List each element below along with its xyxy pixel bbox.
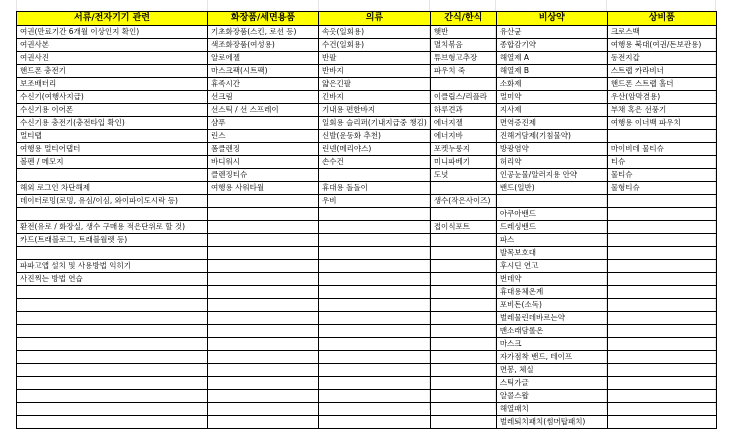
table-cell[interactable] bbox=[319, 299, 431, 312]
header-essentials[interactable]: 상비품 bbox=[607, 12, 716, 26]
table-cell[interactable] bbox=[430, 416, 496, 429]
table-cell[interactable]: 반팔 bbox=[319, 52, 431, 65]
table-cell[interactable]: 손수건 bbox=[319, 156, 431, 169]
table-cell[interactable]: 스틱가글 bbox=[496, 377, 607, 390]
table-cell[interactable] bbox=[319, 351, 431, 364]
table-cell[interactable]: 수신기용 이어폰 bbox=[17, 104, 208, 117]
table-cell[interactable]: 기내용 편한바지 bbox=[319, 104, 431, 117]
table-cell[interactable] bbox=[319, 403, 431, 416]
table-row bbox=[17, 39, 717, 52]
table-row bbox=[17, 65, 717, 78]
table-cell[interactable] bbox=[607, 286, 716, 299]
table-cell[interactable]: 소화제 bbox=[496, 78, 607, 91]
table-cell[interactable]: 멀티탭 bbox=[17, 130, 208, 143]
table-row bbox=[17, 403, 717, 416]
table-cell[interactable]: 핸드폰 스트랩 홀더 bbox=[607, 78, 716, 91]
table-cell[interactable] bbox=[17, 247, 208, 260]
table-cell[interactable] bbox=[607, 390, 716, 403]
table-cell[interactable]: 방광염약 bbox=[496, 143, 607, 156]
table-row bbox=[17, 195, 717, 208]
table-cell[interactable] bbox=[607, 130, 716, 143]
table-cell[interactable]: 일회용 슬리퍼(기내지급중 챙김) bbox=[319, 117, 431, 130]
table-row bbox=[17, 273, 717, 286]
table-cell[interactable]: 스트랩 카라비너 bbox=[607, 65, 716, 78]
table-cell[interactable]: 진해거담제(기침물약) bbox=[496, 130, 607, 143]
table-cell[interactable]: 보조배터리 bbox=[17, 78, 208, 91]
table-cell[interactable] bbox=[607, 403, 716, 416]
table-cell[interactable]: 부채 혹은 선풍기 bbox=[607, 104, 716, 117]
table-cell[interactable] bbox=[319, 273, 431, 286]
table-cell[interactable]: 크로스백 bbox=[607, 26, 716, 39]
table-cell[interactable]: 수건(일회용) bbox=[319, 39, 431, 52]
table-cell[interactable] bbox=[17, 325, 208, 338]
table-cell[interactable]: 해열패치 bbox=[496, 403, 607, 416]
table-cell[interactable] bbox=[430, 312, 496, 325]
header-clothing[interactable]: 의류 bbox=[319, 12, 431, 26]
table-cell[interactable]: 휴족시간 bbox=[208, 78, 319, 91]
table-cell[interactable]: 번데약 bbox=[496, 273, 607, 286]
table-row bbox=[17, 156, 717, 169]
table-cell[interactable] bbox=[430, 286, 496, 299]
table-cell[interactable]: 생수(작은사이즈) bbox=[430, 195, 496, 208]
table-cell[interactable]: 데이터로밍(로밍, 유심/이심, 와이파이도시락 등) bbox=[17, 195, 208, 208]
table-cell[interactable]: 알로에젤 bbox=[208, 52, 319, 65]
table-cell[interactable] bbox=[208, 234, 319, 247]
table-cell[interactable] bbox=[607, 234, 716, 247]
table-cell[interactable]: 후시딘 연고 bbox=[496, 260, 607, 273]
table-cell[interactable]: 바디워시 bbox=[208, 156, 319, 169]
table-cell[interactable]: 얇은긴팔 bbox=[319, 78, 431, 91]
table-cell[interactable]: 휴대용체온계 bbox=[496, 286, 607, 299]
table-row bbox=[17, 52, 717, 65]
table-row bbox=[17, 104, 717, 117]
table-cell[interactable]: 도넛 bbox=[430, 169, 496, 182]
table-cell[interactable] bbox=[208, 299, 319, 312]
table-row bbox=[17, 377, 717, 390]
table-cell[interactable] bbox=[319, 169, 431, 182]
table-cell[interactable] bbox=[430, 377, 496, 390]
table-row bbox=[17, 234, 717, 247]
table-cell[interactable] bbox=[208, 312, 319, 325]
table-cell[interactable] bbox=[607, 221, 716, 234]
header-row bbox=[17, 12, 717, 26]
table-cell[interactable] bbox=[430, 247, 496, 260]
table-cell[interactable]: 면봉, 체실 bbox=[496, 364, 607, 377]
table-cell[interactable] bbox=[430, 299, 496, 312]
table-cell[interactable] bbox=[17, 403, 208, 416]
table-cell[interactable]: 우비 bbox=[319, 195, 431, 208]
table-cell[interactable]: 물형티슈 bbox=[607, 182, 716, 195]
table-cell[interactable] bbox=[208, 377, 319, 390]
packing-checklist-table bbox=[16, 11, 717, 429]
table-cell[interactable]: 사진찍는 방법 연습 bbox=[17, 273, 208, 286]
table-cell[interactable] bbox=[496, 195, 607, 208]
header-documents-electronics[interactable]: 서류/전자기기 관련 bbox=[17, 12, 208, 26]
table-cell[interactable] bbox=[319, 325, 431, 338]
table-cell[interactable]: 파우치 죽 bbox=[430, 65, 496, 78]
table-cell[interactable] bbox=[17, 312, 208, 325]
table-cell[interactable]: 선스틱 / 선 스프레이 bbox=[208, 104, 319, 117]
table-cell[interactable] bbox=[319, 364, 431, 377]
table-cell[interactable]: 포비돈(소독) bbox=[496, 299, 607, 312]
table-cell[interactable] bbox=[208, 325, 319, 338]
table-cell[interactable]: 핸드폰 충전기 bbox=[17, 65, 208, 78]
table-cell[interactable]: 미니파베기 bbox=[430, 156, 496, 169]
table-row bbox=[17, 364, 717, 377]
table-cell[interactable] bbox=[319, 286, 431, 299]
table-cell[interactable]: 환전(유로 / 화장실, 생수 구매용 적은단위로 할 것) bbox=[17, 221, 208, 234]
table-cell[interactable]: 해열제 B bbox=[496, 65, 607, 78]
table-cell[interactable] bbox=[17, 416, 208, 429]
table-cell[interactable]: 파스 bbox=[496, 234, 607, 247]
table-cell[interactable]: 티슈 bbox=[607, 156, 716, 169]
table-cell[interactable]: 긴바지 bbox=[319, 91, 431, 104]
table-cell[interactable] bbox=[17, 351, 208, 364]
table-cell[interactable]: 마이비데 물티슈 bbox=[607, 143, 716, 156]
table-cell[interactable] bbox=[208, 260, 319, 273]
table-cell[interactable]: 벌레물린데바르는약 bbox=[496, 312, 607, 325]
table-cell[interactable] bbox=[430, 208, 496, 221]
table-cell[interactable]: 발목보호대 bbox=[496, 247, 607, 260]
table-cell[interactable] bbox=[208, 416, 319, 429]
table-cell[interactable] bbox=[319, 208, 431, 221]
table-cell[interactable] bbox=[319, 221, 431, 234]
table-cell[interactable] bbox=[17, 299, 208, 312]
table-cell[interactable] bbox=[208, 390, 319, 403]
table-row bbox=[17, 351, 717, 364]
table-cell[interactable] bbox=[17, 390, 208, 403]
table-cell[interactable] bbox=[607, 338, 716, 351]
table-row bbox=[17, 130, 717, 143]
table-cell[interactable]: 맨소래담롤온 bbox=[496, 325, 607, 338]
table-cell[interactable]: 여행용 이너백 파우치 bbox=[607, 117, 716, 130]
table-cell[interactable] bbox=[17, 364, 208, 377]
table-cell[interactable]: 반바지 bbox=[319, 65, 431, 78]
table-cell[interactable]: 색조화장품(여성용) bbox=[208, 39, 319, 52]
table-row bbox=[17, 312, 717, 325]
table-cell[interactable]: 에너지바 bbox=[430, 130, 496, 143]
table-cell[interactable]: 속옷(일회용) bbox=[319, 26, 431, 39]
header-emergency-medicine[interactable]: 비상약 bbox=[496, 12, 607, 26]
table-row bbox=[17, 221, 717, 234]
table-cell[interactable]: 멀미약 bbox=[496, 91, 607, 104]
table-cell[interactable]: 여행용 사워타월 bbox=[208, 182, 319, 195]
table-cell[interactable] bbox=[430, 403, 496, 416]
table-row bbox=[17, 78, 717, 91]
table-cell[interactable] bbox=[430, 364, 496, 377]
table-row bbox=[17, 26, 717, 39]
table-cell[interactable]: 벌레퇴치패치(썸머탑패치) bbox=[496, 416, 607, 429]
table-cell[interactable] bbox=[319, 338, 431, 351]
table-cell[interactable]: 유산균 bbox=[496, 26, 607, 39]
table-cell[interactable]: 이클립스/리플라 bbox=[430, 91, 496, 104]
table-cell[interactable] bbox=[430, 338, 496, 351]
table-cell[interactable] bbox=[607, 364, 716, 377]
table-cell[interactable] bbox=[430, 234, 496, 247]
table-cell[interactable]: 수신기(여행사지급) bbox=[17, 91, 208, 104]
table-cell[interactable]: 휴대용 돌돌이 bbox=[319, 182, 431, 195]
table-row bbox=[17, 91, 717, 104]
table-cell[interactable] bbox=[208, 338, 319, 351]
table-cell[interactable] bbox=[607, 312, 716, 325]
table-cell[interactable] bbox=[319, 390, 431, 403]
table-cell[interactable]: 햇반 bbox=[430, 26, 496, 39]
table-cell[interactable] bbox=[319, 234, 431, 247]
table-cell[interactable]: 동전지갑 bbox=[607, 52, 716, 65]
table-row bbox=[17, 169, 717, 182]
table-cell[interactable]: 면역증진제 bbox=[496, 117, 607, 130]
table-cell[interactable] bbox=[208, 208, 319, 221]
table-cell[interactable] bbox=[430, 182, 496, 195]
table-cell[interactable] bbox=[319, 260, 431, 273]
table-cell[interactable]: 접이식포트 bbox=[430, 221, 496, 234]
table-cell[interactable] bbox=[208, 247, 319, 260]
header-cosmetics-toiletries[interactable]: 화장품/세면용품 bbox=[208, 12, 319, 26]
table-cell[interactable]: 린넨(메리야스) bbox=[319, 143, 431, 156]
table-cell[interactable]: 선크림 bbox=[208, 91, 319, 104]
table-cell[interactable]: 클렌징티슈 bbox=[208, 169, 319, 182]
table-cell[interactable] bbox=[430, 351, 496, 364]
table-cell[interactable] bbox=[17, 338, 208, 351]
table-cell[interactable] bbox=[607, 416, 716, 429]
table-cell[interactable]: 멸치볶음 bbox=[430, 39, 496, 52]
table-row bbox=[17, 143, 717, 156]
table-cell[interactable]: 에너지젤 bbox=[430, 117, 496, 130]
table-cell[interactable]: 여권사진 bbox=[17, 52, 208, 65]
table-cell[interactable] bbox=[607, 247, 716, 260]
table-cell[interactable] bbox=[430, 273, 496, 286]
table-cell[interactable]: 여권(만료기간 6개월 이상인지 확인) bbox=[17, 26, 208, 39]
table-cell[interactable]: 우산(암막겸용) bbox=[607, 91, 716, 104]
table-cell[interactable]: 볼펜 / 메모지 bbox=[17, 156, 208, 169]
table-cell[interactable]: 카드(트래블로그, 트래블월렛 등) bbox=[17, 234, 208, 247]
table-cell[interactable]: 하루견과 bbox=[430, 104, 496, 117]
table-cell[interactable]: 자가점착 밴드, 테이프 bbox=[496, 351, 607, 364]
table-cell[interactable] bbox=[607, 351, 716, 364]
table-row bbox=[17, 390, 717, 403]
table-row bbox=[17, 416, 717, 429]
table-row bbox=[17, 182, 717, 195]
table-cell[interactable] bbox=[607, 195, 716, 208]
table-cell[interactable] bbox=[17, 208, 208, 221]
table-cell[interactable] bbox=[430, 78, 496, 91]
table-cell[interactable]: 린스 bbox=[208, 130, 319, 143]
table-row bbox=[17, 247, 717, 260]
table-cell[interactable]: 아쿠아밴드 bbox=[496, 208, 607, 221]
table-cell[interactable]: 허리약 bbox=[496, 156, 607, 169]
table-cell[interactable]: 드레싱밴드 bbox=[496, 221, 607, 234]
table-cell[interactable]: 여행용 멀티어댑터 bbox=[17, 143, 208, 156]
table-cell[interactable] bbox=[208, 351, 319, 364]
table-cell[interactable] bbox=[17, 169, 208, 182]
table-cell[interactable]: 샴푸 bbox=[208, 117, 319, 130]
table-cell[interactable] bbox=[430, 325, 496, 338]
table-row bbox=[17, 325, 717, 338]
table-cell[interactable] bbox=[17, 286, 208, 299]
table-row bbox=[17, 117, 717, 130]
table-row bbox=[17, 208, 717, 221]
table-cell[interactable] bbox=[607, 273, 716, 286]
table-cell[interactable]: 밴드(일반) bbox=[496, 182, 607, 195]
table-cell[interactable] bbox=[319, 247, 431, 260]
header-snacks-food[interactable]: 간식/한식 bbox=[430, 12, 496, 26]
table-cell[interactable] bbox=[208, 364, 319, 377]
table-cell[interactable] bbox=[208, 221, 319, 234]
table-cell[interactable] bbox=[319, 416, 431, 429]
table-cell[interactable] bbox=[208, 286, 319, 299]
table-cell[interactable]: 물티슈 bbox=[607, 169, 716, 182]
table-cell[interactable] bbox=[208, 273, 319, 286]
table-cell[interactable]: 해열제 A bbox=[496, 52, 607, 65]
table-row bbox=[17, 260, 717, 273]
table-cell[interactable] bbox=[607, 299, 716, 312]
table-cell[interactable] bbox=[607, 377, 716, 390]
table-cell[interactable]: 기초화장품(스킨, 로션 등) bbox=[208, 26, 319, 39]
table-row bbox=[17, 299, 717, 312]
table-cell[interactable]: 알콜스왑 bbox=[496, 390, 607, 403]
table-cell[interactable]: 마스크 bbox=[496, 338, 607, 351]
table-row bbox=[17, 286, 717, 299]
table-row bbox=[17, 338, 717, 351]
table-cell[interactable]: 튜브형고추장 bbox=[430, 52, 496, 65]
table-cell[interactable] bbox=[208, 403, 319, 416]
table-cell[interactable] bbox=[17, 377, 208, 390]
table-cell[interactable] bbox=[208, 195, 319, 208]
table-cell[interactable]: 지사제 bbox=[496, 104, 607, 117]
table-cell[interactable] bbox=[607, 325, 716, 338]
table-cell[interactable] bbox=[607, 260, 716, 273]
table-cell[interactable]: 마스크팩(시트팩) bbox=[208, 65, 319, 78]
table-cell[interactable]: 종합감기약 bbox=[496, 39, 607, 52]
table-cell[interactable] bbox=[319, 377, 431, 390]
table-cell[interactable]: 폼클렌징 bbox=[208, 143, 319, 156]
table-cell[interactable]: 해외 로그인 차단해제 bbox=[17, 182, 208, 195]
table-cell[interactable]: 포켓누룽지 bbox=[430, 143, 496, 156]
table-cell[interactable]: 여권사본 bbox=[17, 39, 208, 52]
table-cell[interactable] bbox=[607, 208, 716, 221]
table-cell[interactable]: 여행용 북대(여권/돈보관용) bbox=[607, 39, 716, 52]
table-cell[interactable]: 인공눈물/알러지용 안약 bbox=[496, 169, 607, 182]
table-cell[interactable]: 신발(운동화 추천) bbox=[319, 130, 431, 143]
table-cell[interactable] bbox=[430, 390, 496, 403]
table-cell[interactable] bbox=[319, 312, 431, 325]
table-cell[interactable]: 수신기용 충전기(충전타입 확인) bbox=[17, 117, 208, 130]
table-cell[interactable] bbox=[430, 260, 496, 273]
table-cell[interactable]: 파파고앱 설치 및 사용방법 익히기 bbox=[17, 260, 208, 273]
